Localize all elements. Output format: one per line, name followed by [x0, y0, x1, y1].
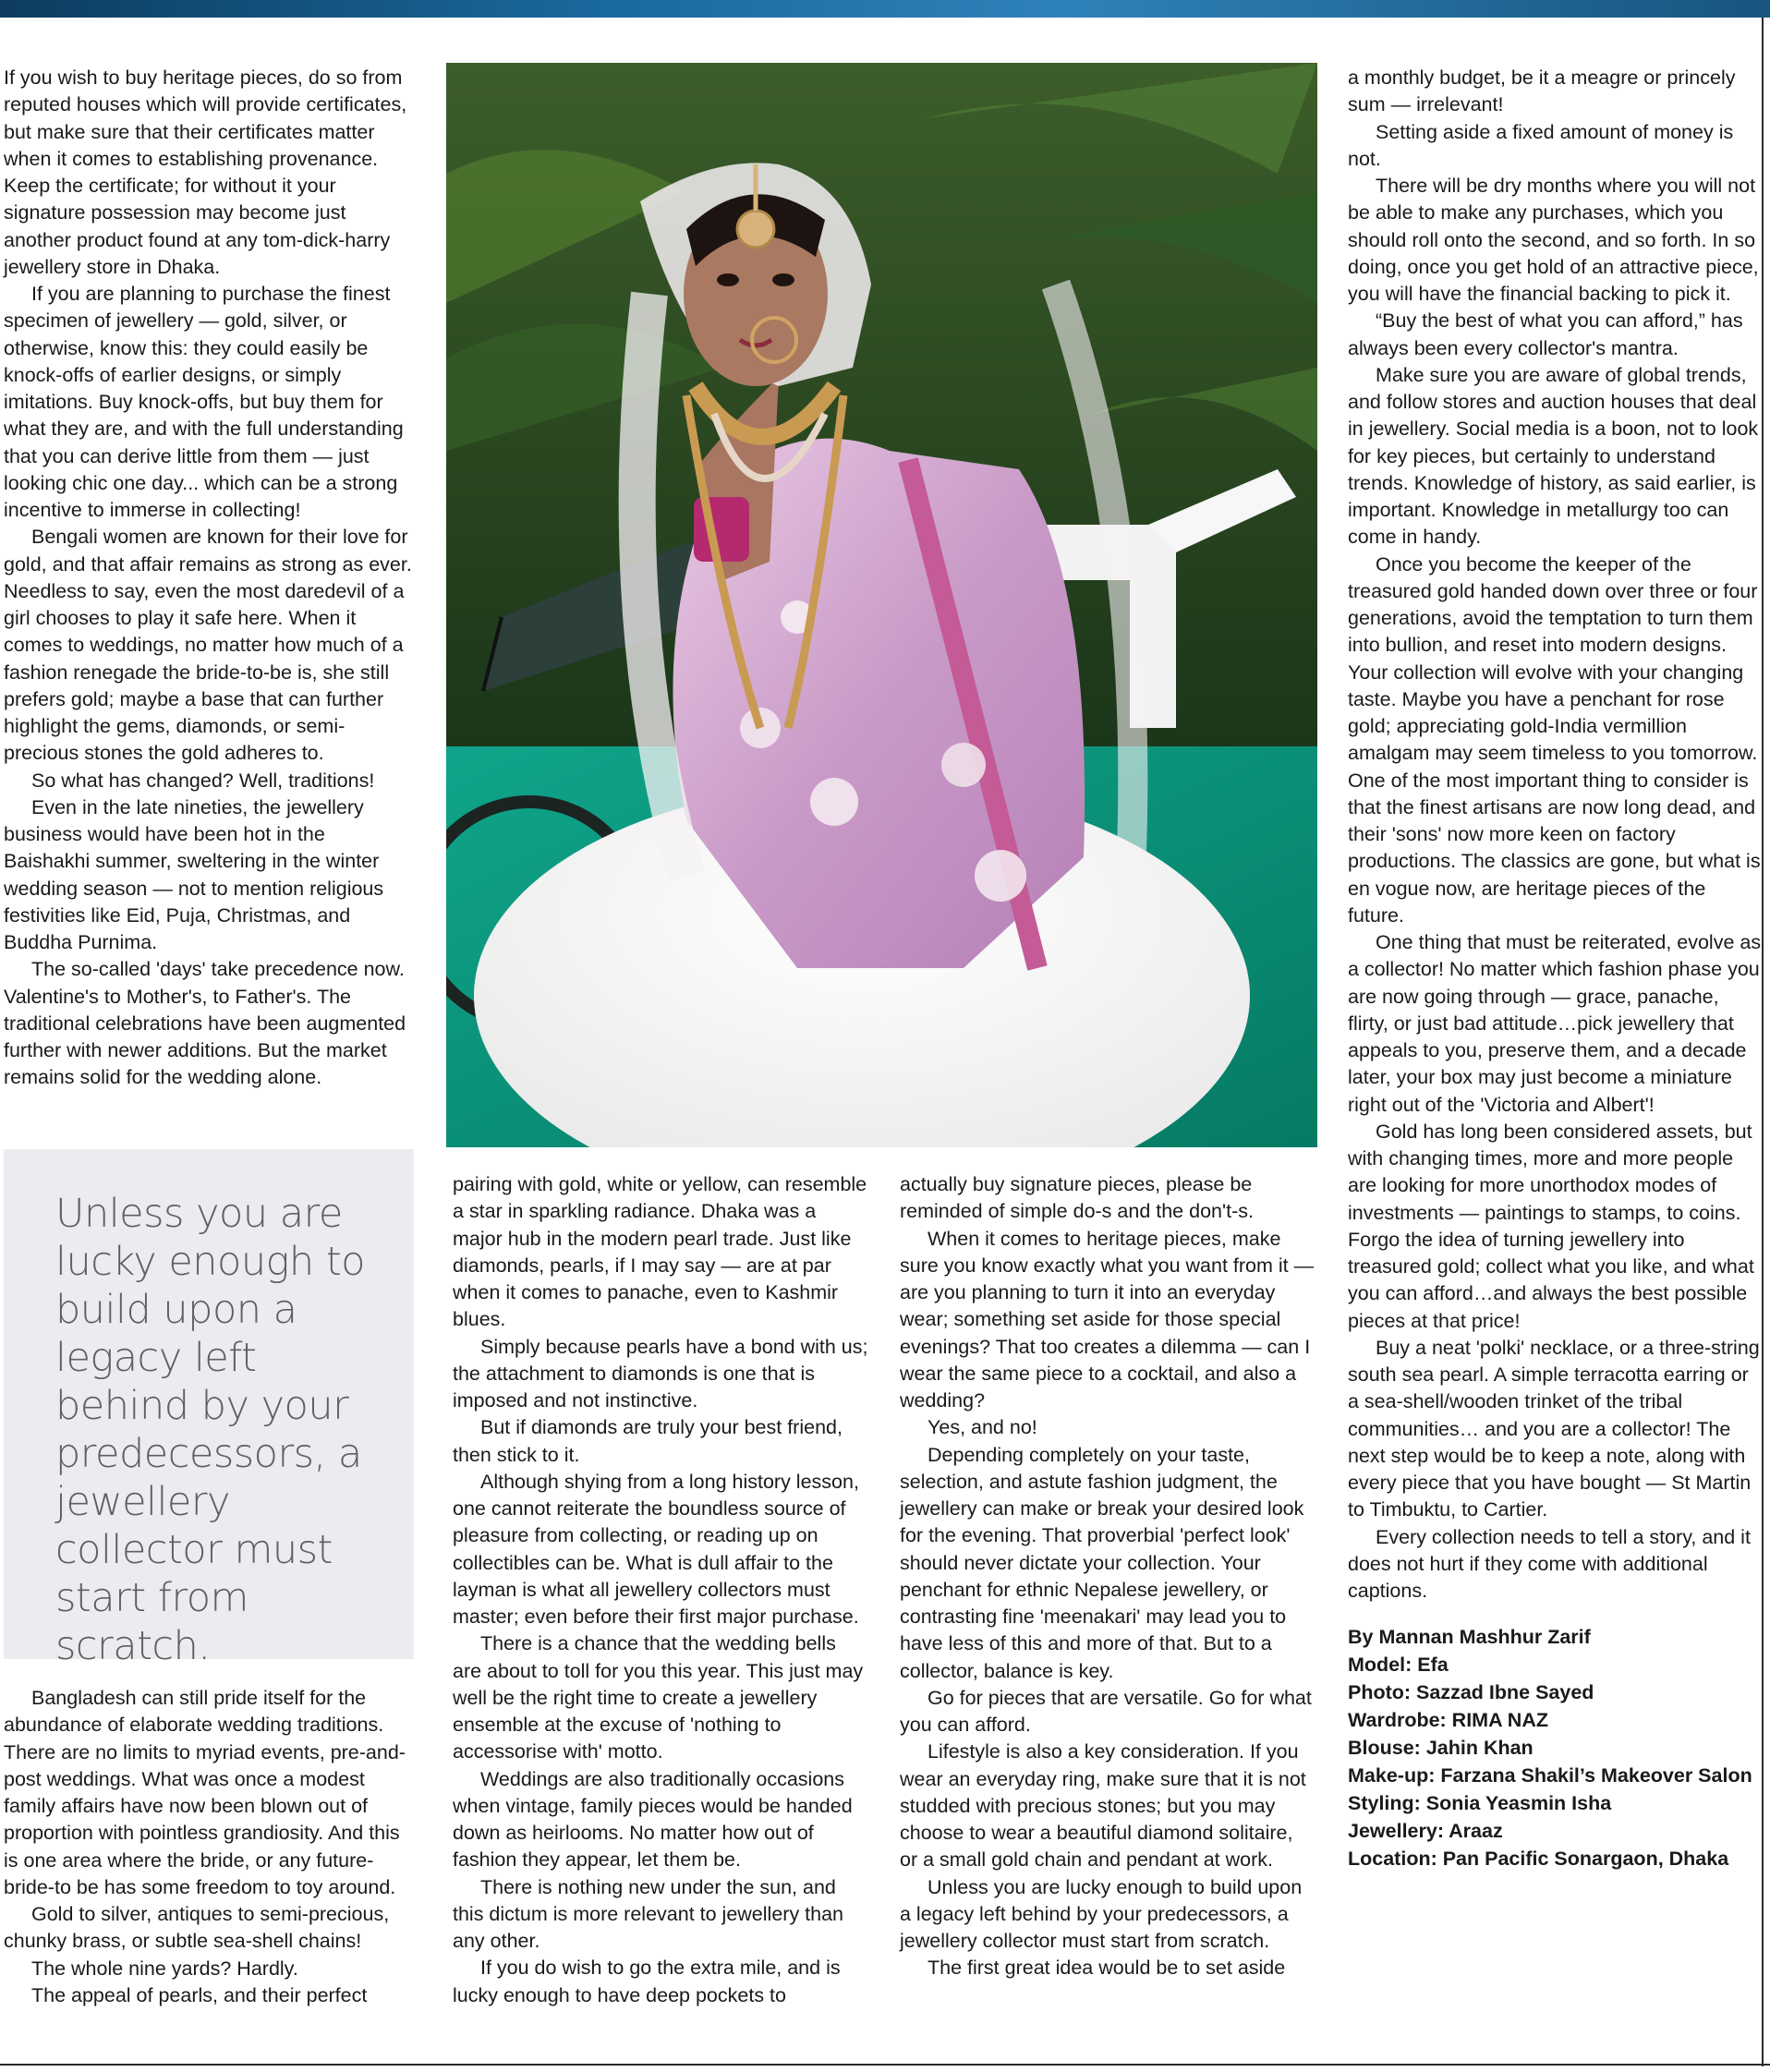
credit-line: Photo: Sazzad Ibne Sayed — [1348, 1681, 1594, 1704]
paragraph: The first great idea would be to set aside — [927, 1957, 1286, 1980]
paragraph: Yes, and no! — [927, 1416, 1037, 1439]
paragraph: Buy a neat 'polki' necklace, or a three-string south sea pearl. A simple terracotta earring or a sea-shell/wooden trinket of the tribal communities… and you are a collector! The next step would be to keep a note, along with every piece that you have bought — St Martin to Timbuktu, to Cartier. — [1348, 1336, 1760, 1521]
paragraph: Gold to silver, antiques to semi-precious, chunky brass, or subtle sea-shell chains! — [4, 1903, 390, 1953]
top-banner-strip — [0, 0, 1770, 18]
paragraph: Although shying from a long history lesson, one cannot reiterate the boundless source of pleasure from collecting, or reading up on collectibles can be. What is dull affair to the layman is what all jewellery collectors must master; even before their first major purchase. — [453, 1470, 859, 1628]
credit-line: Model: Efa — [1348, 1654, 1449, 1677]
paragraph: Weddings are also traditionally occasions when vintage, family pieces would be handed down as heirlooms. No matter how out of fashion they appear, let them be. — [453, 1767, 853, 1872]
paragraph: Bengali women are known for their love for gold, and that affair remains as strong as ever. Needless to say, even the most daredevil of a girl chooses to play it safe here. When it comes to weddings, no matter how much of a fashion renegade the bride-to-be is, she still prefers gold; maybe a base that can further highlight the gems, diamonds, or semi-precious stones the gold adheres to. — [4, 526, 412, 765]
paragraph: So what has changed? Well, traditions! — [31, 769, 375, 792]
paragraph: Go for pieces that are versatile. Go for what you can afford. — [900, 1686, 1312, 1736]
paragraph: Once you become the keeper of the treasured gold handed down over three or four generations, avoid the temptation to turn them into bullion, and reset into modern designs. Your collection will evolve with your changing taste. Maybe you have a penchant for rose gold; appreciating gold-India vermillion amalgam may seem timeless to you tomorrow. One of the most important thing to consider is that the finest artisans are now long dead, and their 'sons' now more keen on factory productions. The classics are gone, but what is en vogue now, are heritage pieces of the future. — [1348, 552, 1761, 927]
paragraph: There is a chance that the wedding bells are about to toll for you this year. This just may well be the right time to create a jewellery ensemble at the excuse of 'nothing to accessorise with' motto. — [453, 1632, 864, 1763]
credit-line: Make-up: Farzana Shakil’s Makeover Salon — [1348, 1764, 1752, 1787]
credit-line: Blouse: Jahin Khan — [1348, 1737, 1534, 1760]
paragraph: If you are planning to purchase the finest specimen of jewellery — gold, silver, or otherwise, know this: they could easily be knock-offs of earlier designs, or simply imitations. Buy knock-offs, but buy them for what they are, and with the full understanding that you can derive little from them — just looking chic one day... which can be a strong incentive to immerse in collecting! — [4, 283, 404, 521]
credit-line: Wardrobe: RIMA NAZ — [1348, 1709, 1548, 1732]
pull-quote-text: Unless you are lucky enough to build upon a legacy left behind by your predecessors, a jewellery collector must start from scratch. — [55, 1191, 365, 1669]
credit-line: Styling: Sonia Yeasmin Isha — [1348, 1792, 1612, 1815]
paragraph: Simply because pearls have a bond with us; the attachment to diamonds is one that is imposed and not instinctive. — [453, 1335, 868, 1412]
paragraph: The appeal of pearls, and their perfect — [31, 1983, 368, 2006]
article-column-3 — [900, 1171, 1315, 1982]
paragraph: There will be dry months where you will not be able to make any purchases, which you should roll onto the second, and so forth. In so doing, once you get hold of an attractive piece, you will have the financial backing to pick it. — [1348, 175, 1759, 305]
byline: By Mannan Mashhur Zarif — [1348, 1626, 1591, 1649]
paragraph: Gold has long been considered assets, but with changing times, more and more people are looking for more unorthodox modes of investments — paintings to stamps, to coins. Forgo the idea of turning jewellery into treasured gold; collect what you like, and what you can afford…and always the best possible pieces at that price! — [1348, 1120, 1754, 1332]
article-column-2 — [453, 1171, 868, 2009]
paragraph: There is nothing new under the sun, and this dictum is more relevant to jewellery than any other. — [453, 1875, 844, 1952]
paragraph: But if diamonds are truly your best friend, then stick to it. — [453, 1416, 843, 1466]
paragraph: Bangladesh can still pride itself for the abundance of elaborate wedding traditions. There are no limits to myriad events, pre-and-post weddings. What was once a modest family affairs have now been blown out of proportion with pointless grandiosity. And this is one area where the bride, or any future-bride-to be has some freedom to toy around. — [4, 1687, 406, 1898]
article-column-1-bottom — [4, 1685, 416, 2009]
paragraph: “Buy the best of what you can afford,” has always been every collector's mantra. — [1348, 309, 1743, 359]
paragraph: Depending completely on your taste, selection, and astute fashion judgment, the jewellery can make or break your desired look for the evening. That proverbial 'perfect look' should never dictate your collection. Your penchant for ethnic Nepalese jewellery, or contrasting fine 'meenakari' may lead you to have less of this and more of that. But to a collector, balance is key. — [900, 1443, 1304, 1682]
credits-block — [1348, 1623, 1762, 1872]
bottom-border-rule — [0, 2064, 1770, 2066]
paragraph: actually buy signature pieces, please be reminded of simple do-s and the don't-s. — [900, 1173, 1254, 1223]
credit-line: Location: Pan Pacific Sonargaon, Dhaka — [1348, 1848, 1729, 1871]
credit-line: Jewellery: Araaz — [1348, 1820, 1503, 1843]
fashion-photo — [446, 63, 1317, 1147]
paragraph: Every collection needs to tell a story, and it does not hurt if they come with additional captions. — [1348, 1525, 1751, 1602]
pull-quote-box — [4, 1149, 414, 1669]
paragraph: The so-called 'days' take precedence now. Valentine's to Mother's, to Father's. The traditional celebrations have been augmented further with newer additions. But the market remains solid for the wedding alone. — [4, 958, 406, 1089]
paragraph: Make sure you are aware of global trends, and follow stores and auction houses that deal in jewellery. Social media is a boon, not to look for key pieces, but certainly to understand trends. Knowledge of history, as said earlier, is important. Knowledge in metallurgy too can come in handy. — [1348, 363, 1759, 549]
paragraph: When it comes to heritage pieces, make sure you know exactly what you want from it — are you planning to turn it into an everyday wear; something set aside for those special evenings? That too creates a dilemma — can I wear the same piece to a cocktail, and also a wedding? — [900, 1227, 1315, 1412]
paragraph: If you do wish to go the extra mile, and is lucky enough to have deep pockets to — [453, 1957, 841, 2006]
paragraph: a monthly budget, be it a meagre or princely sum — irrelevant! — [1348, 67, 1736, 116]
right-border-rule — [1762, 18, 1764, 2066]
paragraph: Setting aside a fixed amount of money is not. — [1348, 120, 1734, 170]
paragraph: If you wish to buy heritage pieces, do so from reputed houses which will provide certificates, but make sure that their certificates matter when it comes to establishing provenance. Keep the certificate; for without it your signature possession may become just another product found at any tom-dick-harry jewellery store in Dhaka. — [4, 67, 407, 278]
article-column-1-top — [4, 65, 416, 1092]
paragraph: The whole nine yards? Hardly. — [31, 1957, 298, 1980]
paragraph: pairing with gold, white or yellow, can resemble a star in sparkling radiance. Dhaka was a major hub in the modern pearl trade. Just like diamonds, pearls, if I may say — are at par when it comes to panache, even to Kashmir blues. — [453, 1173, 867, 1331]
paragraph: Unless you are lucky enough to build upon a legacy left behind by your predecessors, a jewellery collector must start from scratch. — [900, 1875, 1303, 1952]
article-column-4 — [1348, 65, 1762, 1872]
paragraph: One thing that must be reiterated, evolve as a collector! No matter which fashion phase you are now going through — grace, panache, flirty, or just bad attitude…pick jewellery that appeals to you, preserve them, and a decade later, your box may just become a miniature right out of the 'Victoria and Albert'! — [1348, 931, 1762, 1116]
paragraph: Even in the late nineties, the jewellery business would have been hot in the Baishakhi summer, sweltering in the winter wedding season — not to mention religious festivities like Eid, Puja, Christmas, and Buddha Purnima. — [4, 795, 384, 953]
paragraph: Lifestyle is also a key consideration. If you wear an everyday ring, make sure that it is not studded with precious stones; but you may choose to wear a beautiful diamond solitaire, or a small gold chain and pendant at work. — [900, 1740, 1306, 1872]
